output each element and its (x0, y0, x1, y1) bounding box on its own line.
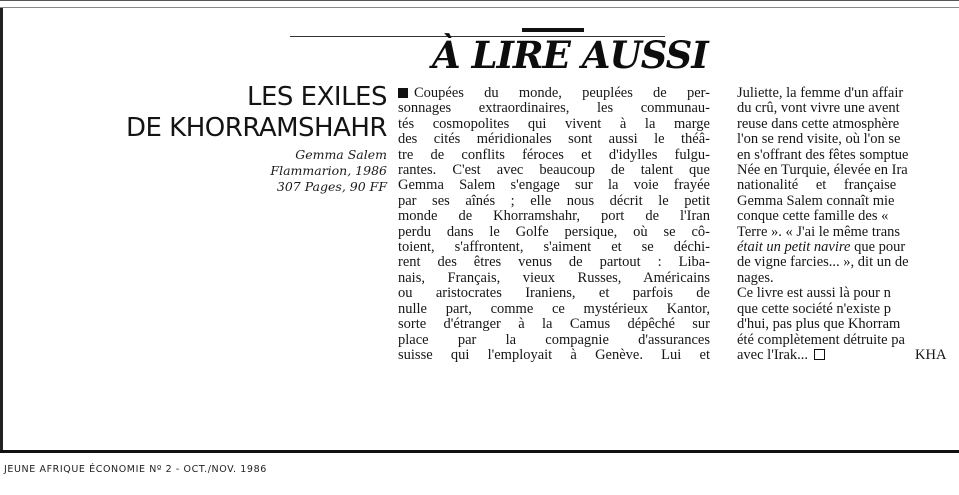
book-title (126, 82, 387, 144)
end-square-icon (814, 349, 825, 360)
article-line: monde de Khorramshahr, port de l'Iran (398, 209, 710, 225)
article-line: toient, s'affrontent, s'aiment et se déchi- (398, 240, 710, 256)
left-frame-line (0, 8, 3, 450)
book-publisher: Flammarion, 1986 (270, 163, 387, 178)
article-line: nulle part, comme ce mystérieux Kantor, (398, 301, 710, 317)
article-line: était un petit navire que pour (737, 240, 906, 256)
square-bullet-icon (398, 88, 408, 98)
article-line: Ce livre est aussi là pour n (737, 286, 891, 302)
bottom-rule (0, 450, 959, 453)
article-line: des cités méridionales sont aussi le théâ- (398, 132, 710, 148)
article-line: d'hui, pas plus que Khorram (737, 317, 901, 333)
signature: KHA (915, 347, 947, 363)
book-title-line-2: DE KHORRAMSHAHR (125, 113, 387, 143)
article-line: suisse qui l'employait à Genève. Lui et (398, 347, 710, 363)
article-line: Née en Turquie, élevée en Ira (737, 163, 908, 179)
article-line: reuse dans cette atmosphère (737, 116, 900, 132)
article-line: nationalité et française (737, 178, 897, 194)
article-line: nais, Français, vieux Russes, Américains (398, 270, 710, 286)
article-line: conque cette famille des « (737, 209, 889, 225)
article-line: Gemma Salem connaît mie (737, 193, 895, 209)
article-line: tés cosmopolites qui vivent à la marge (398, 116, 710, 132)
article-line: place par la compagnie d'assurances (398, 332, 710, 348)
article-line: que cette société n'existe p (737, 301, 891, 317)
article-line: avec l'Irak... KHA (737, 347, 947, 363)
article-line: ou aristocrates Iraniens, et parfois de (398, 286, 710, 302)
article-line: Juliette, la femme d'un affair (737, 86, 904, 101)
italic-quote: était un petit navire (737, 240, 851, 256)
article-line: Terre ». « J'ai le même trans (737, 224, 901, 240)
book-pages-price: 307 Pages, 90 FF (276, 179, 387, 194)
article-line: nages. (737, 270, 774, 286)
article-line: perdu dans le Golfe persique, où se cô- (398, 224, 710, 240)
book-author: Gemma Salem (295, 147, 387, 162)
heading-accent-bar (522, 28, 584, 32)
article-line: l'on se rend visite, où l'on se (737, 132, 901, 148)
article-line: rantes. C'est avec beaucoup de talent que (398, 163, 710, 179)
section-heading: À LIRE AUSSI (432, 33, 708, 77)
article-line: rent des êtres venus de partout : Liba- (398, 255, 710, 271)
article-column-2 (737, 86, 959, 363)
article-line: du crû, vont vivre une avent (737, 101, 900, 117)
article-line: en s'offrant des fêtes somptue (737, 147, 909, 163)
top-frame-line (0, 0, 959, 8)
article-line: Gemma Salem s'engage sur la voie frayée (398, 178, 710, 194)
article-line: été complètement détruite pa (737, 332, 905, 348)
publication-footer: JEUNE AFRIQUE ÉCONOMIE Nº 2 - OCT./NOV. 1986 (4, 464, 267, 475)
article-line: sonnages extraordinaires, les communau- (398, 101, 710, 117)
article-line: de vigne farcies... », dit un de (737, 255, 909, 271)
article-line: tre de conflits féroces et d'idylles fulgu- (398, 147, 710, 163)
article-line: Coupées du monde, peuplées de per- (398, 86, 710, 101)
book-title-line-1: LES EXILES (246, 82, 387, 112)
book-meta (270, 147, 387, 195)
article-column-1 (398, 86, 710, 363)
article-line: sorte d'étranger à la Camus dépêché sur (398, 317, 710, 333)
article-line: par ses aînés ; elle nous décrit le petit (398, 193, 710, 209)
